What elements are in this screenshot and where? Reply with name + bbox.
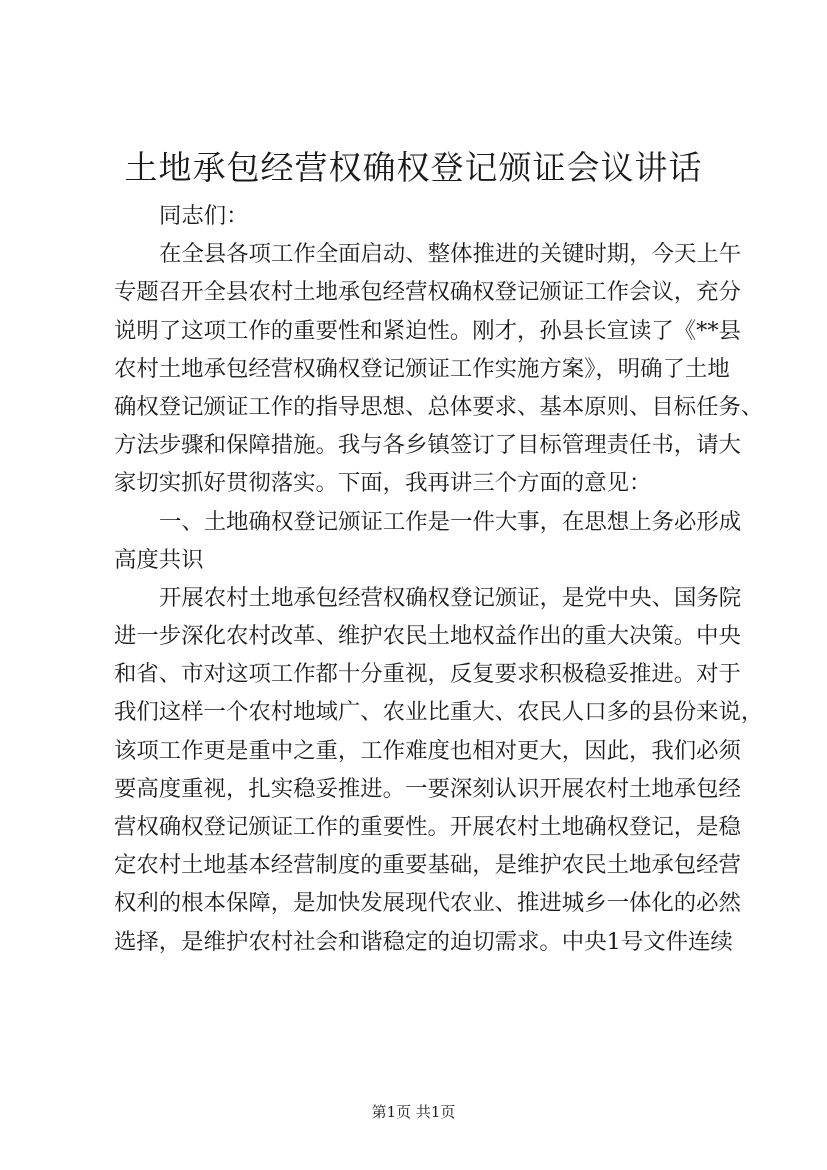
paragraph-line: 选择，是维护农村社会和谐稳定的迫切需求。中央1号文件连续 xyxy=(114,928,733,955)
paragraph-line: 我们这样一个农村地域广、农业比重大、农民人口多的县份来说， xyxy=(114,699,764,726)
paragraph-line: 权利的根本保障，是加快发展现代农业、推进城乡一体化的必然 xyxy=(114,890,741,917)
paragraph-line: 该项工作更是重中之重，工作难度也相对更大，因此，我们必须 xyxy=(114,737,741,764)
paragraph-line: 在全县各项工作全面启动、整体推进的关键时期，今天上午 xyxy=(159,241,742,268)
paragraph-line: 进一步深化农村改革、维护农民土地权益作出的重大决策。中央 xyxy=(114,623,741,650)
paragraph-line: 和省、市对这项工作都十分重视，反复要求积极稳妥推进。对于 xyxy=(114,661,741,688)
section-heading-line: 高度共识 xyxy=(114,546,204,573)
paragraph-line: 说明了这项工作的重要性和紧迫性。刚才，孙县长宣读了《**县 xyxy=(114,317,741,344)
page-number-footer: 第1页 共1页 xyxy=(371,1103,456,1121)
paragraph-line: 营权确权登记颁证工作的重要性。开展农村土地确权登记，是稳 xyxy=(114,814,741,840)
section-heading-line: 一、土地确权登记颁证工作是一件大事，在思想上务必形成 xyxy=(159,508,742,535)
paragraph-line: 专题召开全县农村土地承包经营权确权登记颁证工作会议，充分 xyxy=(114,279,741,306)
paragraph-line: 确权登记颁证工作的指导思想、总体要求、基本原则、目标任务、 xyxy=(114,393,764,420)
paragraph-line: 农村土地承包经营权确权登记颁证工作实施方案》，明确了土地 xyxy=(114,355,730,382)
document-body xyxy=(114,197,764,961)
salutation-line: 同志们： xyxy=(159,203,249,229)
paragraph-line: 开展农村土地承包经营权确权登记颁证，是党中央、国务院 xyxy=(159,584,742,611)
paragraph-line: 方法步骤和保障措施。我与各乡镇签订了目标管理责任书，请大 xyxy=(114,432,741,459)
paragraph-line: 定农村土地基本经营制度的重要基础，是维护农民土地承包经营 xyxy=(114,852,741,879)
document-title: 土地承包经营权确权登记颁证会议讲话 xyxy=(124,148,703,187)
paragraph-line: 家切实抓好贯彻落实。下面，我再讲三个方面的意见： xyxy=(114,470,652,497)
paragraph-line: 要高度重视，扎实稳妥推进。一要深刻认识开展农村土地承包经 xyxy=(114,775,741,802)
